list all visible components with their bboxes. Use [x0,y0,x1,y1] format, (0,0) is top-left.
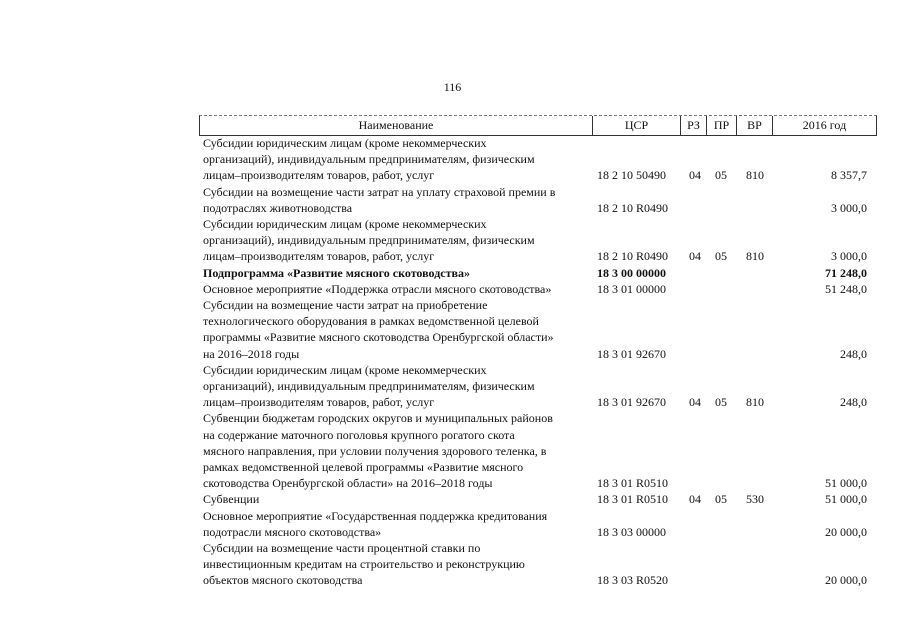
row-name [203,491,591,507]
row-amount: 248,0 [840,395,867,410]
header-name: Наименование [358,118,434,132]
row-amount: 51 000,0 [825,476,867,491]
row-csr: 18 2 10 50490 [597,168,666,183]
row-amount: 3 000,0 [831,249,867,264]
row-amount: 20 000,0 [825,524,867,539]
row-name-line: рамках ведомственной целевой программы «Развитие мясного [203,460,524,475]
row-name-line: Субсидии на возмещение части затрат на уплату страховой премии в [203,184,556,199]
row-name-line: организаций), индивидуальным предпринимателям, физическим [203,233,535,248]
row-amount: 51 000,0 [825,492,867,507]
row-csr: 18 2 10 R0490 [597,200,669,215]
row-rz: 04 [689,395,701,410]
table-row [203,216,875,265]
row-csr: 18 3 01 00000 [597,281,666,296]
table-body [203,135,875,589]
table-row [203,281,875,297]
table-header [199,115,877,136]
row-name-line: Субсидии на возмещение части затрат на приобретение [203,298,488,313]
row-name [203,410,591,491]
row-pr: 05 [715,492,727,507]
row-name [203,508,591,540]
row-pr: 05 [715,395,727,410]
row-name-line: на 2016–2018 годы [203,346,300,361]
table-row [203,362,875,411]
row-name-line: лицам–производителям товаров, работ, услуг [203,249,435,264]
table-row [203,491,875,507]
row-name-line: подотраслях животноводства [203,200,353,215]
header-vr: ВР [736,116,772,135]
row-name-line: Субвенции бюджетам городских округов и муниципальных районов [203,411,553,426]
row-name-line: мясного направления, при условии получения здорового теленка, в [203,443,547,458]
row-name [203,265,591,281]
row-name-line: Субсидии юридическим лицам (кроме некоммерческих [203,362,487,377]
table-row [203,184,875,216]
row-name-line: лицам–производителям товаров, работ, услуг [203,395,435,410]
row-amount: 20 000,0 [825,573,867,588]
row-csr: 18 2 10 R0490 [597,249,669,264]
row-name-line: Субвенции [203,492,260,507]
row-name [203,135,591,184]
table-row [203,540,875,589]
row-amount: 71 248,0 [825,265,867,280]
row-pr: 05 [715,249,727,264]
row-vr: 810 [746,168,764,183]
row-vr: 530 [746,492,764,507]
row-name-line: лицам–производителям товаров, работ, услуг [203,168,435,183]
row-csr: 18 3 01 92670 [597,395,666,410]
row-amount: 51 248,0 [825,281,867,296]
row-name-line: Субсидии юридическим лицам (кроме некоммерческих [203,217,487,232]
header-csr: ЦСР [592,116,680,135]
header-pr: ПР [706,116,736,135]
row-name-line: инвестиционным кредитам на строительство и реконструкцию [203,557,525,572]
row-amount: 8 357,7 [831,168,867,183]
row-rz: 04 [689,249,701,264]
table-row [203,297,875,362]
row-name-line: организаций), индивидуальным предпринимателям, физическим [203,152,535,167]
row-amount: 248,0 [840,346,867,361]
row-name-line: на содержание маточного поголовья крупного рогатого скота [203,427,515,442]
row-rz: 04 [689,492,701,507]
row-name-line: Подпрограмма «Развитие мясного скотоводства» [203,265,470,280]
header-year: 2016 год [772,116,876,135]
row-name-line: технологического оборудования в рамках ведомственной целевой [203,314,539,329]
row-csr: 18 3 01 R0510 [597,492,669,507]
table-row [203,508,875,540]
table-row [203,410,875,491]
header-rz: РЗ [680,116,706,135]
row-vr: 810 [746,395,764,410]
row-name-line: Субсидии юридическим лицам (кроме некоммерческих [203,136,487,150]
row-name-line: подотрасли мясного скотоводства» [203,524,382,539]
row-rz: 04 [689,168,701,183]
row-name [203,297,591,362]
row-name [203,184,591,216]
row-name-line: Субсидии на возмещение части процентной ставки по [203,541,481,556]
row-name-line: Основное мероприятие «Государственная поддержка кредитования [203,508,548,523]
row-name-line: скотоводства Оренбургской области» на 2016–2018 годы [203,476,493,491]
row-csr: 18 3 03 R0520 [597,573,669,588]
row-name-line: программы «Развитие мясного скотоводства Оренбургской области» [203,330,554,345]
page-number: 116 [443,80,462,94]
row-pr: 05 [715,168,727,183]
row-name [203,540,591,589]
row-csr: 18 3 01 92670 [597,346,666,361]
row-name-line: объектов мясного скотоводства [203,573,363,588]
table-row [203,135,875,184]
row-name-line: Основное мероприятие «Поддержка отрасли мясного скотоводства» [203,281,552,296]
row-csr: 18 3 01 R0510 [597,476,669,491]
row-csr: 18 3 03 00000 [597,524,666,539]
row-name [203,281,591,297]
row-name [203,216,591,265]
row-name [203,362,591,411]
row-csr: 18 3 00 00000 [597,265,666,280]
row-vr: 810 [746,249,764,264]
table-row [203,265,875,281]
row-amount: 3 000,0 [831,200,867,215]
row-name-line: организаций), индивидуальным предпринимателям, физическим [203,379,535,394]
